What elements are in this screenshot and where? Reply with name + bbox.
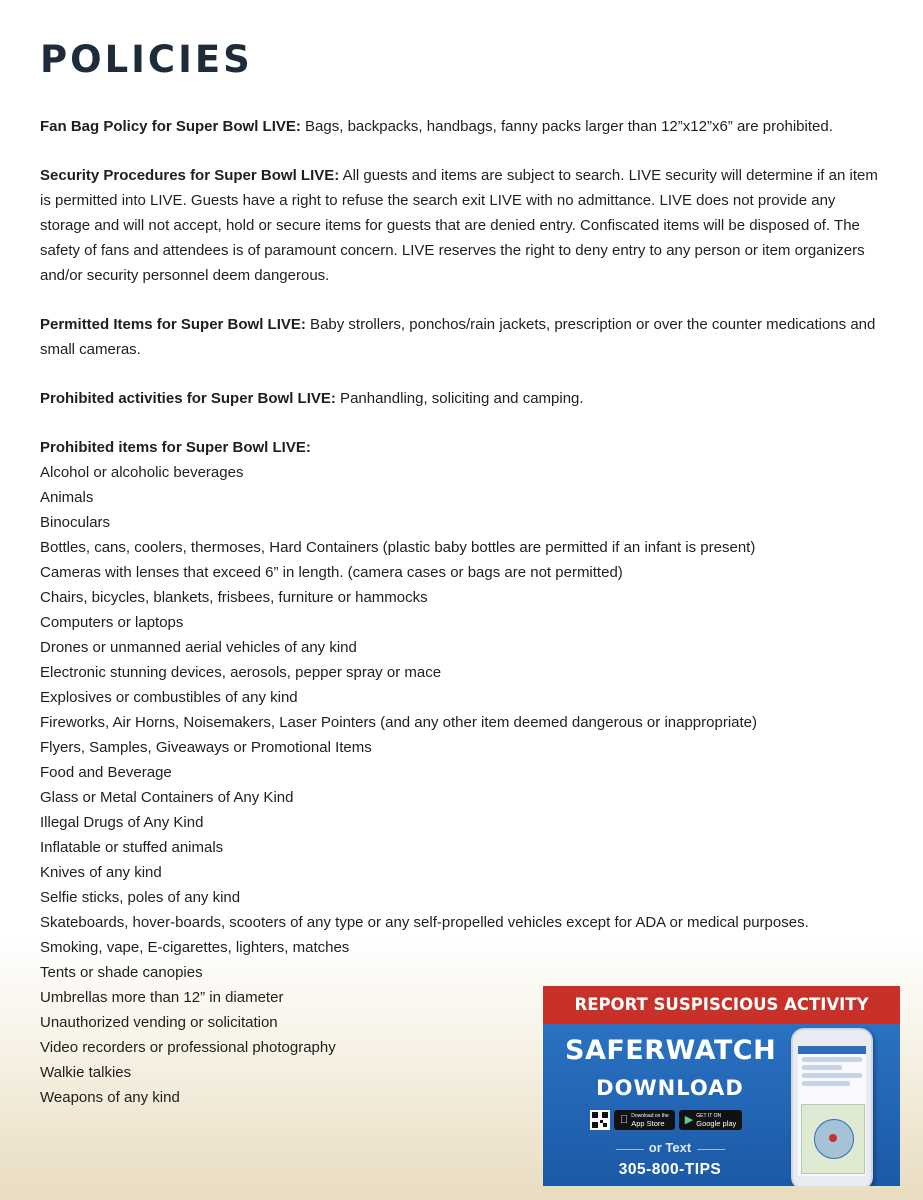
list-item: Smoking, vape, E-cigarettes, lighters, matches <box>40 939 350 956</box>
list-item: Animals <box>40 489 94 506</box>
list-item: Umbrellas more than 12” in diameter <box>40 989 284 1006</box>
list-item: Binoculars <box>40 514 111 531</box>
list-item: Cameras with lenses that exceed 6” in length. (camera cases or bags are not permitted) <box>40 564 623 581</box>
list-item: Alcohol or alcoholic beverages <box>40 464 244 481</box>
saferwatch-promo[interactable] <box>543 986 900 1186</box>
section-text: All guests and items are subject to search. LIVE security will determine if an item is permitted into LIVE. Guests have a right to refuse the search exit LIVE with no admittance. LIVE does not provide any storage and will not accept, hold or secure items for guests that are denied entry. Confiscated items will be disposed of. The safety of fans and attendees is of paramount concern. LIVE reserves the right to deny entry to any person or item organizers and/or security personnel deem dangerous. <box>40 167 878 284</box>
section-text: Baby strollers, ponchos/rain jackets, prescription or over the counter medications and small cameras. <box>40 316 876 358</box>
permitted-items <box>40 312 880 362</box>
app-store-button[interactable]: Download on the App Store <box>614 1110 675 1130</box>
list-item: Fireworks, Air Horns, Noisemakers, Laser Pointers (and any other item deemed dangerous or inappropriate) <box>40 714 757 731</box>
list-item: Computers or laptops <box>40 614 184 631</box>
qr-code-icon <box>590 1110 610 1130</box>
list-item: Selfie sticks, poles of any kind <box>40 889 241 906</box>
list-item: Tents or shade canopies <box>40 964 203 981</box>
section-label: Prohibited activities for Super Bowl LIVE: <box>40 390 336 407</box>
section-label: Fan Bag Policy for Super Bowl LIVE: <box>40 118 301 135</box>
list-item: Inflatable or stuffed animals <box>40 839 224 856</box>
tip-phone-number[interactable]: 305-800-TIPS <box>618 1161 722 1178</box>
policy-content <box>40 114 880 1110</box>
list-item: Flyers, Samples, Giveaways or Promotional Items <box>40 739 372 756</box>
prohibited-activities <box>40 386 880 411</box>
list-item: Knives of any kind <box>40 864 162 881</box>
list-item: Drones or unmanned aerial vehicles of any kind <box>40 639 357 656</box>
section-label: Security Procedures for Super Bowl LIVE: <box>40 167 340 184</box>
store-badges <box>590 1110 742 1130</box>
page-title: POLICIES <box>40 38 253 81</box>
list-item: Bottles, cans, coolers, thermoses, Hard Containers (plastic baby bottles are permitted if an infant is present) <box>40 539 756 556</box>
phone-icon <box>791 1028 873 1186</box>
list-item: Chairs, bicycles, blankets, frisbees, furniture or hammocks <box>40 589 428 606</box>
section-text: Panhandling, soliciting and camping. <box>335 390 584 407</box>
report-banner: REPORT SUSPISCIOUS ACTIVITY <box>543 986 900 1024</box>
security-procedures <box>40 163 880 288</box>
list-item: Unauthorized vending or solicitation <box>40 1014 278 1031</box>
list-item: Explosives or combustibles of any kind <box>40 689 298 706</box>
app-screen <box>798 1046 866 1176</box>
prohibited-items-heading: Prohibited items for Super Bowl LIVE: <box>40 439 311 456</box>
google-play-button[interactable]: ▶ GET IT ON Google play <box>679 1110 743 1130</box>
list-item: Electronic stunning devices, aerosols, pepper spray or mace <box>40 664 442 681</box>
apple-icon <box>620 1110 628 1130</box>
map-preview <box>801 1104 865 1174</box>
saferwatch-logo: SAFERWATCH <box>565 1035 777 1066</box>
list-item: Skateboards, hover-boards, scooters of any type or any self-propelled vehicles except for ADA or medical purposes. <box>40 914 809 931</box>
promo-body <box>543 1024 900 1186</box>
section-text: Bags, backpacks, handbags, fanny packs larger than 12”x12”x6” are prohibited. <box>300 118 833 135</box>
list-item: Weapons of any kind <box>40 1089 180 1106</box>
or-text-label: ——— or Text ——— <box>590 1140 750 1155</box>
list-item: Glass or Metal Containers of Any Kind <box>40 789 294 806</box>
list-item: Food and Beverage <box>40 764 172 781</box>
list-item: Walkie talkies <box>40 1064 132 1081</box>
download-label: DOWNLOAD <box>596 1076 744 1100</box>
google-play-icon: ▶ <box>676 1114 685 1126</box>
list-item: Video recorders or professional photography <box>40 1039 336 1056</box>
fan-bag-policy <box>40 114 880 139</box>
list-item: Illegal Drugs of Any Kind <box>40 814 204 831</box>
section-label: Permitted Items for Super Bowl LIVE: <box>40 316 306 333</box>
